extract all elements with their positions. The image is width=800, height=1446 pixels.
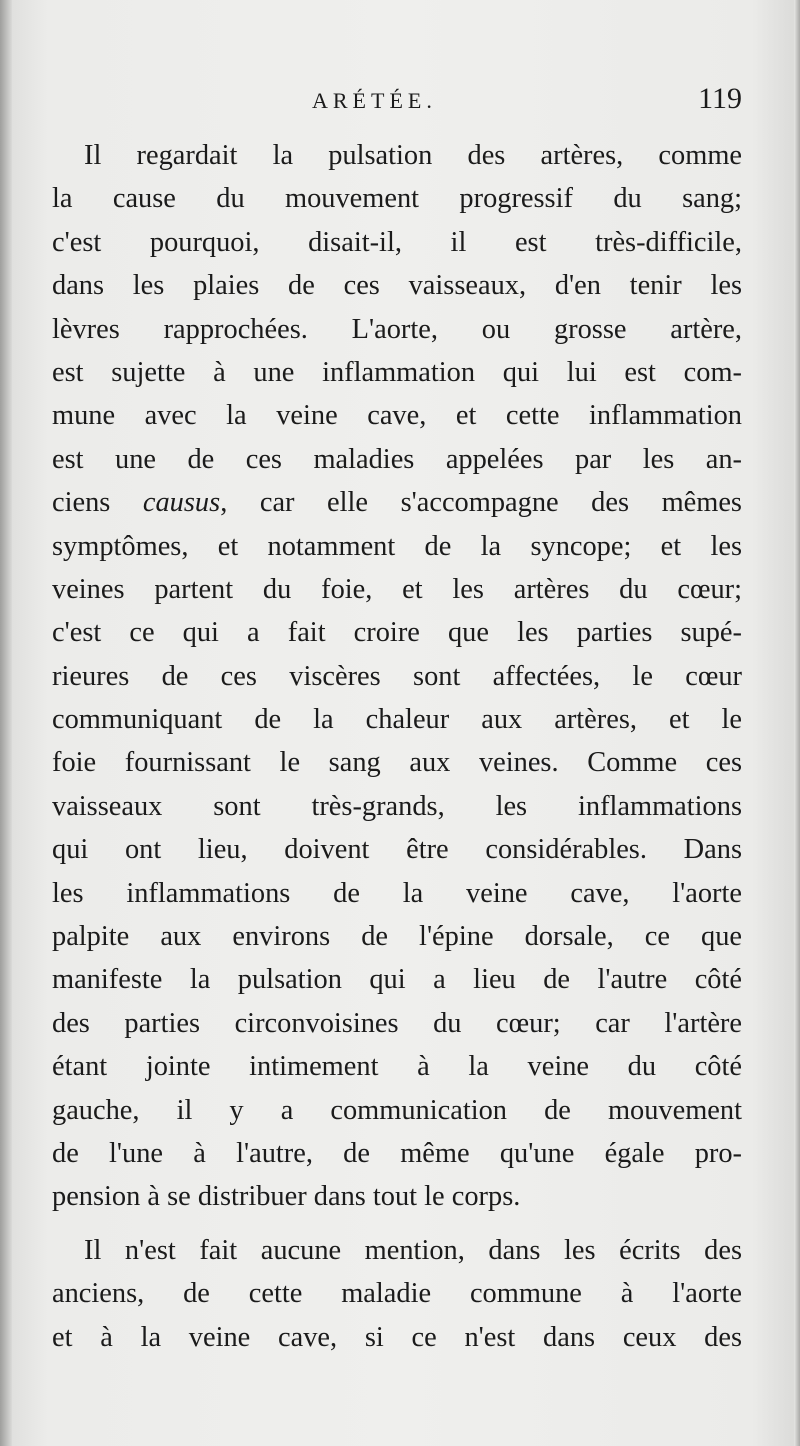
italic-term: causus [142, 487, 221, 519]
text-line: Il n'est fait aucune mention, dans les écrits des [84, 1234, 742, 1266]
text-line: la cause du mouvement progressif du sang; [52, 183, 742, 215]
text-line-with-italic [52, 481, 742, 524]
text-line: communiquant de la chaleur aux artères, et le [52, 704, 742, 736]
text-line: rieures de ces viscères sont affectées, le cœur [52, 660, 742, 692]
text-segment: ciens [52, 487, 143, 519]
text-line: étant jointe intimement à la veine du côté [52, 1051, 742, 1083]
text-line: veines partent du foie, et les artères du cœur; [52, 573, 742, 605]
body-text [52, 134, 742, 1359]
text-line: vaisseaux sont très-grands, les inflammations [52, 790, 742, 822]
text-line: c'est pourquoi, disait-il, il est très-difficile, [52, 226, 742, 258]
text-line: c'est ce qui a fait croire que les parties supé- [52, 617, 742, 649]
text-line: Il regardait la pulsation des artères, comme [84, 140, 742, 171]
text-line: est sujette à une inflammation qui lui est com- [52, 356, 742, 388]
text-line: manifeste la pulsation qui a lieu de l'autre côté [52, 964, 742, 996]
text-line: palpite aux environs de l'épine dorsale, ce que [52, 921, 742, 953]
text-line: foie fournissant le sang aux veines. Comme ces [52, 747, 742, 779]
text-line: les inflammations de la veine cave, l'aorte [52, 877, 742, 909]
text-line: de l'une à l'autre, de même qu'une égale pro- [52, 1137, 742, 1169]
text-line: mune avec la veine cave, et cette inflammation [52, 400, 742, 432]
running-head: ARÉTÉE. [312, 88, 437, 113]
text-line: dans les plaies de ces vaisseaux, d'en tenir les [52, 270, 742, 302]
text-line: gauche, il y a communication de mouvement [52, 1094, 742, 1126]
text-line: symptômes, et notamment de la syncope; et les [52, 530, 742, 562]
text-line: des parties circonvoisines du cœur; car l'artère [52, 1007, 742, 1039]
text-line: lèvres rapprochées. L'aorte, ou grosse artère, [52, 313, 742, 345]
page-header [52, 82, 742, 126]
text-segment: , car elle s'accompagne des mêmes [220, 487, 742, 519]
text-line: pension à se distribuer dans tout le corps. [52, 1181, 521, 1213]
text-line: qui ont lieu, doivent être considérables. Dans [52, 834, 742, 866]
paragraph-2 [52, 1229, 742, 1359]
text-line: et à la veine cave, si ce n'est dans ceux des [52, 1321, 742, 1353]
page-number: 119 [698, 82, 742, 115]
text-line: est une de ces maladies appelées par les an- [52, 443, 742, 475]
text-line: anciens, de cette maladie commune à l'aorte [52, 1278, 742, 1310]
paragraph-1 [52, 134, 742, 1219]
